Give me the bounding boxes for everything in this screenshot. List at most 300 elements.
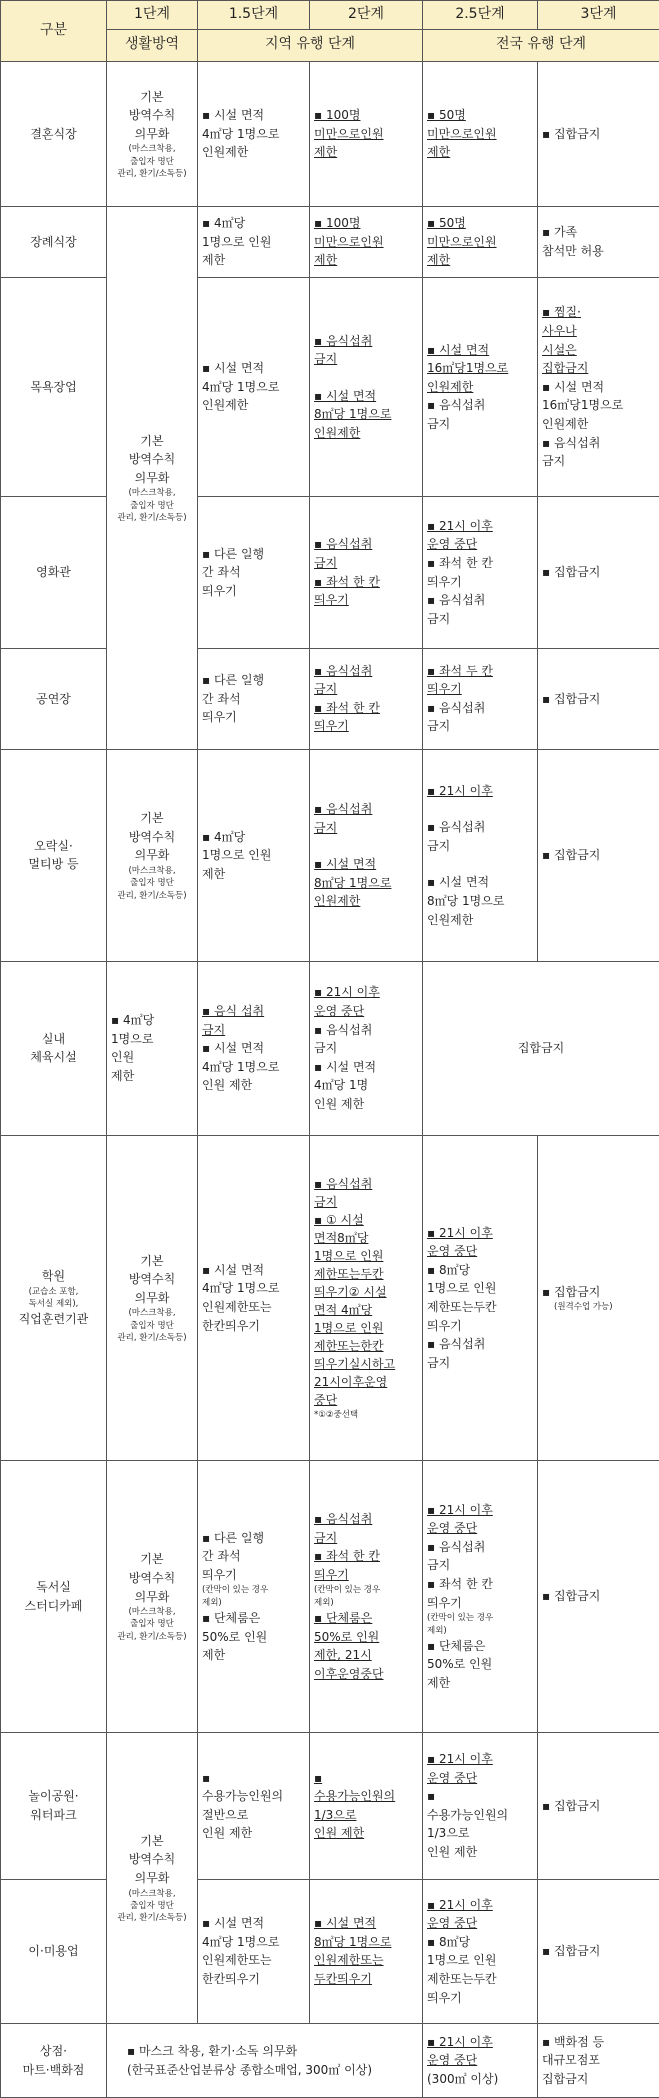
text-line: 기본 (140, 811, 164, 826)
text-line: 제한 (202, 866, 226, 881)
text-line: ▪ (427, 1789, 436, 1804)
note-line: 관리, 환기/소독등) (117, 890, 187, 901)
text-line: ▪ 시설 면적 (542, 379, 605, 394)
table-row-cinema (1, 497, 659, 649)
note-line: 관리, 환기/소독등) (117, 1333, 187, 1344)
study-level-2-5 (423, 1461, 538, 1733)
academy-level-2-5 (423, 1135, 538, 1460)
category-arcade (1, 749, 107, 961)
note-line: 제외) (202, 1597, 222, 1608)
text-line: ▪ 시설 면적 (314, 857, 377, 872)
text-line: 두칸띄우기 (314, 1971, 372, 1986)
text-line: 금지 (427, 719, 451, 734)
text-line: 마트·백화점 (22, 2062, 85, 2077)
text-line: 한칸띄우기 (202, 1318, 260, 1333)
text-line: 수용가능인원의 (314, 1789, 396, 1804)
note-line: (마스크착용, (128, 1308, 176, 1319)
text-line: 제한또는두칸 (427, 1300, 497, 1315)
text-line: ▪ 음식섭취 (542, 435, 601, 450)
note-line: (마스크착용, (128, 488, 176, 499)
text-line: 8㎡당 1명으로 (314, 875, 392, 890)
beauty-level-1-5 (198, 1879, 310, 2024)
text-line: 인원제한또는 (202, 1300, 272, 1315)
text-line: 4㎡당 1명으로 (202, 379, 280, 394)
header-level-2: 2단계 (310, 1, 423, 30)
text-line: 1명으로 인원 (427, 1953, 497, 1968)
text-line: 1명으로 인원 (314, 1320, 384, 1335)
text-line: 4㎡당 1명 (314, 1078, 369, 1093)
text-line: 금지 (314, 1194, 338, 1209)
table-row-amusement (1, 1733, 659, 1880)
text-line: 21시이후운영 (314, 1374, 388, 1389)
text-line: ▪ 좌석 한 칸 (427, 555, 493, 570)
academy-level-2 (310, 1135, 423, 1460)
category-wedding: 결혼식장 (1, 61, 107, 207)
text-line: 운영 중단 (427, 2053, 478, 2068)
text-line: 면적8㎡당 (314, 1230, 369, 1245)
text-line: ▪ 시설 면적 (202, 1916, 265, 1931)
text-line: 중단 (314, 1392, 338, 1407)
category-performance: 공연장 (1, 648, 107, 749)
text-line: 1명으로 인원 (427, 1281, 497, 1296)
arcade-level-3 (538, 749, 659, 961)
study-level-3 (538, 1461, 659, 1733)
spacer (314, 369, 418, 387)
text-line: 50%로 인원 (427, 1657, 493, 1672)
note-line: 제외) (314, 1597, 334, 1608)
text-line: 멀티방 등 (28, 857, 79, 872)
text-line: 수용가능인원의 (202, 1789, 284, 1804)
text-line: ▪ 21시 이후 (427, 2034, 493, 2049)
header-phase-regional: 지역 유행 단계 (198, 29, 423, 61)
text-line: 4㎡당 1명으로 (202, 1281, 280, 1296)
text-line: ▪ 100명 (314, 216, 361, 231)
text-line: 면적 4㎡당 (314, 1302, 373, 1317)
text-line: 금지 (314, 555, 338, 570)
text-line: ▪ 백화점 등 (542, 2034, 605, 2049)
text-line: 16㎡당1명으로 (427, 361, 509, 376)
funeral-level-1-5 (198, 207, 310, 278)
text-line: 운영 중단 (427, 1521, 478, 1536)
study-level-2 (310, 1461, 423, 1733)
text-line: 의무화 (134, 1589, 170, 1604)
text-line: 운영 중단 (427, 1916, 478, 1931)
text-line: 제한 (314, 145, 338, 160)
text-line: 제한 (427, 1676, 451, 1691)
text-line: ▪ 음식섭취 (427, 1337, 486, 1352)
mart-level-1-to-2 (107, 2024, 423, 2098)
text-line: ▪ 50명 (427, 108, 466, 123)
header-phase-daily: 생활방역 (107, 29, 198, 61)
table-row-wedding (1, 61, 659, 207)
text-line: 이후운영중단 (314, 1666, 384, 1681)
bath-level-1-5 (198, 277, 310, 496)
note-line: (칸막이 있는 경우 (202, 1585, 269, 1596)
text-line: ▪ 음식섭취 (427, 593, 486, 608)
table-row-beauty (1, 1879, 659, 2024)
text-line: 8㎡당 1명으로 (427, 894, 505, 909)
text-line: ▪ 8㎡당 (427, 1262, 471, 1277)
header-category: 구분 (1, 1, 107, 62)
text-line: ▪ 시설 면적 (314, 1916, 377, 1931)
text-line: 제한 (202, 1648, 226, 1663)
category-cinema: 영화관 (1, 497, 107, 649)
text-line: ▪ 다른 일행 (202, 1530, 265, 1545)
text-line: ▪ 음식섭취 (427, 820, 486, 835)
text-line: ▪ 음식섭취 (427, 1539, 486, 1554)
sports-level-1-5 (198, 962, 310, 1136)
text-line: 띄우기 (314, 719, 349, 734)
study-level-1-5 (198, 1461, 310, 1733)
text-line: 간 좌석 (202, 1549, 241, 1564)
note-line: 제외) (427, 1625, 447, 1636)
text-line: 워터파크 (30, 1807, 77, 1822)
table-row-study-cafe (1, 1461, 659, 1733)
text-line: 인원 제한 (314, 1096, 365, 1111)
text-line: 간 좌석 (202, 691, 241, 706)
text-line: 방역수칙 (128, 1272, 176, 1287)
text-line: 독서실 (36, 1580, 71, 1595)
text-line: ▪ 4㎡당 (202, 216, 246, 231)
text-line: 띄우기실시하고 (314, 1356, 396, 1371)
arcade-level-2 (310, 749, 423, 961)
text-line: ▪ 시설 면적 (427, 342, 490, 357)
text-line: 띄우기 (427, 1990, 462, 2005)
text-line: ▪ 21시 이후 (427, 783, 493, 798)
note-line: 관리, 환기/소독등) (117, 1631, 187, 1642)
text-line: 제한 (202, 253, 226, 268)
text-line: ▪ 마스크 착용, 환기·소독 의무화 (127, 2043, 298, 2058)
text-line: 띄우기 (427, 574, 462, 589)
table-row-arcade (1, 749, 659, 961)
performance-level-2-5 (423, 648, 538, 749)
text-line: 8㎡당 1명으로 (314, 1934, 392, 1949)
text-line: ▪ 좌석 한 칸 (314, 574, 380, 589)
bath-level-2 (310, 277, 423, 496)
text-line: 인원 제한 (427, 1845, 478, 1860)
text-line: 기본 (140, 433, 164, 448)
note-line: (마스크착용, (128, 1607, 176, 1618)
text-line: ▪ 단체룸은 (427, 1638, 486, 1653)
text-line: 띄우기 (427, 1595, 462, 1610)
text-line: ▪ 좌석 한 칸 (314, 700, 380, 715)
text-line: ▪ 다른 일행 (202, 546, 265, 561)
text-line: 16㎡당1명으로 (542, 398, 624, 413)
text-line: 띄우기 (202, 583, 237, 598)
text-line: ▪ 21시 이후 (427, 1897, 493, 1912)
text-line: 금지 (427, 838, 451, 853)
performance-level-1-5 (198, 648, 310, 749)
text-line: ▪ 음식섭취 (314, 1176, 373, 1191)
text-line: 미만으로인원 (427, 234, 497, 249)
text-line: 의무화 (134, 1870, 170, 1885)
text-line: ▪ 4㎡당 (111, 1013, 155, 1028)
category-beauty: 이·미용업 (1, 1879, 107, 2024)
text-line: 4㎡당 1명으로 (202, 1059, 280, 1074)
header-level-2-5: 2.5단계 (423, 1, 538, 30)
header-level-1: 1단계 (107, 1, 198, 30)
text-line: 띄우기 (202, 1567, 237, 1582)
text-line: 상점· (40, 2043, 67, 2058)
note-line: 관리, 환기/소독등) (117, 513, 187, 524)
text-line: ▪ 집합금지 (542, 1589, 601, 1604)
text-line: 학원 (41, 1269, 66, 1284)
table-row-funeral (1, 207, 659, 278)
spacer (314, 837, 418, 855)
category-sports (1, 962, 107, 1136)
text-line: 제한또는두칸 (314, 1266, 384, 1281)
text-line: 오락실· (34, 838, 73, 853)
text-line: ▪ 집합금지 (542, 1284, 601, 1299)
text-line: 인원제한또는 (314, 1953, 384, 1968)
note-line: (칸막이 있는 경우 (427, 1613, 494, 1624)
text-line: 기본 (140, 1833, 164, 1848)
text-line: 인원제한 (202, 398, 249, 413)
text-line: ▪ 21시 이후 (427, 518, 493, 533)
text-line: 방역수칙 (128, 1852, 176, 1867)
note-line: (칸막이 있는 경우 (314, 1585, 381, 1596)
text-line: 인원 (111, 1050, 135, 1065)
note-line: 출입자 명단 (130, 156, 174, 167)
text-line: ▪ 좌석 한 칸 (314, 1549, 380, 1564)
note-line: (교습소 포함, (28, 1286, 79, 1297)
text-line: 기본 (140, 1253, 164, 1268)
text-line: 1명으로 인원 (314, 1248, 384, 1263)
note-line: (원격수업 가능) (554, 1302, 613, 1313)
text-line: ▪ ① 시설 (314, 1212, 364, 1227)
study-level-1 (107, 1461, 198, 1733)
text-line: ▪ 집합금지 (542, 691, 601, 706)
text-line: ▪ 집합금지 (542, 1944, 601, 1959)
text-line: 간 좌석 (202, 565, 241, 580)
text-line: 시설은 (542, 342, 577, 357)
mart-level-3 (538, 2024, 659, 2098)
note-line: 출입자 명단 (130, 1320, 174, 1331)
text-line: 금지 (542, 454, 566, 469)
text-line: 금지 (314, 682, 338, 697)
text-line: ▪ 시설 면적 (202, 108, 265, 123)
text-line: 한칸띄우기 (202, 1971, 260, 1986)
text-line: ▪ 21시 이후 (427, 1502, 493, 1517)
text-line: 운영 중단 (427, 537, 478, 552)
text-line: 방역수칙 (128, 452, 176, 467)
beauty-level-2 (310, 1879, 423, 2024)
category-amusement (1, 1733, 107, 1880)
amusement-level-3 (538, 1733, 659, 1880)
mart-level-2-5 (423, 2024, 538, 2098)
text-line: 스터디카페 (24, 1598, 83, 1613)
text-line: ▪ 찜질· (542, 305, 581, 320)
text-line: 금지 (314, 1041, 338, 1056)
amusement-level-2-5 (423, 1733, 538, 1880)
header-level-3: 3단계 (538, 1, 659, 30)
text-line: 제한 (427, 253, 451, 268)
text-line: 금지 (314, 1530, 338, 1545)
wedding-level-1-5 (198, 61, 310, 207)
text-line: ▪ 음식섭취 (427, 398, 486, 413)
text-line: 띄우기 (314, 1567, 349, 1582)
funeral-level-2-5 (423, 207, 538, 278)
bath-level-3 (538, 277, 659, 496)
text-line: 띄우기 (202, 710, 237, 725)
note-line: 출입자 명단 (130, 878, 174, 889)
performance-level-3 (538, 648, 659, 749)
wedding-level-1 (107, 61, 198, 207)
text-line: 기본 (140, 1552, 164, 1567)
text-line: ▪ 시설 면적 (314, 1059, 377, 1074)
text-line: 금지 (427, 1355, 451, 1370)
category-study-cafe (1, 1461, 107, 1733)
category-academy (1, 1135, 107, 1460)
text-line: ▪ 음식섭취 (314, 333, 373, 348)
text-line: 50%로 인원 (314, 1629, 380, 1644)
text-line: ▪ 음식섭취 (314, 1512, 373, 1526)
text-line: ▪ 다른 일행 (202, 672, 265, 687)
text-line: 금지 (314, 820, 338, 835)
text-line: ▪ 집합금지 (542, 565, 601, 580)
performance-level-2 (310, 648, 423, 749)
amusement-level-2 (310, 1733, 423, 1880)
note-line: 관리, 환기/소독등) (117, 168, 187, 179)
text-line: 운영 중단 (427, 1244, 478, 1259)
text-line: ▪ 집합금지 (542, 848, 601, 863)
text-line: ▪ 4㎡당 (202, 829, 246, 844)
table-row-bath (1, 277, 659, 496)
text-line: 1명으로 인원 (202, 234, 272, 249)
text-line: 체육시설 (30, 1050, 77, 1065)
arcade-level-1-5 (198, 749, 310, 961)
funeral-level-2 (310, 207, 423, 278)
text-line: 인원제한 (542, 416, 589, 431)
text-line: ▪ 50명 (427, 216, 466, 231)
text-line: 인원제한또는 (202, 1953, 272, 1968)
text-line: 금지 (202, 1022, 226, 1037)
text-line: ▪ 시설 면적 (314, 388, 377, 403)
text-line: 50%로 인원 (202, 1629, 268, 1644)
note-line: 출입자 명단 (130, 500, 174, 511)
text-line: ▪ 시설 면적 (427, 875, 490, 890)
cinema-level-2-5 (423, 497, 538, 649)
text-line: 인원제한 (314, 425, 361, 440)
text-line: 방역수칙 (128, 1570, 176, 1585)
text-line: 실내 (41, 1031, 66, 1046)
text-line: ▪ 음식섭취 (314, 1022, 373, 1037)
text-line: 인원 제한 (202, 1826, 253, 1841)
text-line: ▪ 음식섭취 (427, 700, 486, 715)
text-line: 제한 (111, 1069, 135, 1084)
text-line: 사우나 (542, 324, 577, 338)
text-line: 제한또는한칸 (314, 1338, 384, 1353)
text-line: 8㎡당 1명으로 (314, 407, 392, 422)
table-row-academy (1, 1135, 659, 1460)
text-line: 집합금지 (542, 2071, 589, 2086)
text-line: ▪ 시설 면적 (202, 1262, 265, 1277)
text-line: 4㎡당 1명으로 (202, 1934, 280, 1949)
text-line: 띄우기② 시설 (314, 1284, 387, 1299)
wedding-level-2 (310, 61, 423, 207)
text-line: ▪ 시설 면적 (202, 361, 265, 376)
text-line: ▪ 집합금지 (542, 1798, 601, 1813)
text-line: 금지 (314, 352, 338, 367)
text-line: 수용가능인원의 (427, 1807, 509, 1822)
text-line: 금지 (427, 416, 451, 431)
cinema-level-3 (538, 497, 659, 649)
note-line: 독서실 제외), (28, 1299, 79, 1310)
text-line: 인원제한 (202, 145, 249, 160)
text-line: ▪ (314, 1770, 323, 1785)
text-line: 직업훈련기관 (18, 1312, 89, 1327)
text-line: 방역수칙 (128, 829, 176, 844)
cinema-level-2 (310, 497, 423, 649)
text-line: ▪ 21시 이후 (427, 1225, 493, 1240)
text-line: 인원제한 (427, 379, 474, 394)
text-line: 제한 (314, 253, 338, 268)
text-line: (한국표준산업분류상 종합소매업, 300㎡ 이상) (127, 2062, 372, 2077)
text-line: ▪ 음식섭취 (314, 663, 373, 678)
text-line: 의무화 (134, 470, 170, 485)
spacer (427, 855, 533, 873)
note-line: 출입자 명단 (130, 1900, 174, 1911)
text-line: ▪ 21시 이후 (314, 985, 380, 1000)
note-line: 관리, 환기/소독등) (117, 1913, 187, 1924)
text-line: 1/3으로 (427, 1826, 470, 1841)
text-line: ▪ 가족 (542, 225, 578, 240)
beauty-level-3 (538, 1879, 659, 2024)
text-line: 미만으로인원 (427, 126, 497, 141)
text-line: 집합금지 (542, 361, 589, 376)
table-row-sports (1, 962, 659, 1136)
bottom-level-1 (107, 1733, 198, 2024)
wedding-level-3 (538, 61, 659, 207)
academy-level-1 (107, 1135, 198, 1460)
note-line: (마스크착용, (128, 865, 176, 876)
text-line: 의무화 (134, 126, 170, 141)
text-line: 1명으로 인원 (202, 848, 272, 863)
text-line: 1/3으로 (314, 1807, 357, 1822)
text-line: 놀이공원· (28, 1789, 79, 1804)
text-line: ▪ (202, 1770, 211, 1785)
bath-level-2-5 (423, 277, 538, 496)
arcade-level-2-5 (423, 749, 538, 961)
text-line: ▪ 단체룸은 (202, 1611, 261, 1625)
sports-level-2-5-3: 집합금지 (423, 962, 659, 1136)
note-line: 출입자 명단 (130, 1619, 174, 1630)
text-line: 방역수칙 (128, 108, 176, 123)
text-line: ▪ 8㎡당 (427, 1934, 471, 1949)
text-line: 절반으로 (202, 1807, 249, 1822)
text-line: 대규모점포 (542, 2053, 600, 2068)
text-line: 인원제한 (427, 912, 474, 927)
text-line: 금지 (427, 1558, 451, 1573)
category-bath: 목욕장업 (1, 277, 107, 496)
text-line: 의무화 (134, 1290, 170, 1305)
text-line: ▪ 좌석 두 칸 (427, 663, 493, 678)
arcade-level-1 (107, 749, 198, 961)
text-line: ▪ 음식섭취 (314, 801, 373, 816)
text-line: 인원 제한 (202, 1078, 253, 1093)
text-line: 제한, 21시 (314, 1648, 372, 1663)
note-line: (마스크착용, (128, 144, 176, 155)
text-line: 4㎡당 1명으로 (202, 126, 280, 141)
text-line: ▪ 100명 (314, 108, 361, 123)
note-line: (마스크착용, (128, 1888, 176, 1899)
academy-level-3 (538, 1135, 659, 1460)
text-line: 제한 (427, 145, 451, 160)
beauty-level-2-5 (423, 1879, 538, 2024)
text-line: ▪ 집합금지 (542, 126, 601, 141)
text-line: 띄우기 (314, 593, 349, 608)
text-line: 참석만 허용 (542, 244, 604, 259)
